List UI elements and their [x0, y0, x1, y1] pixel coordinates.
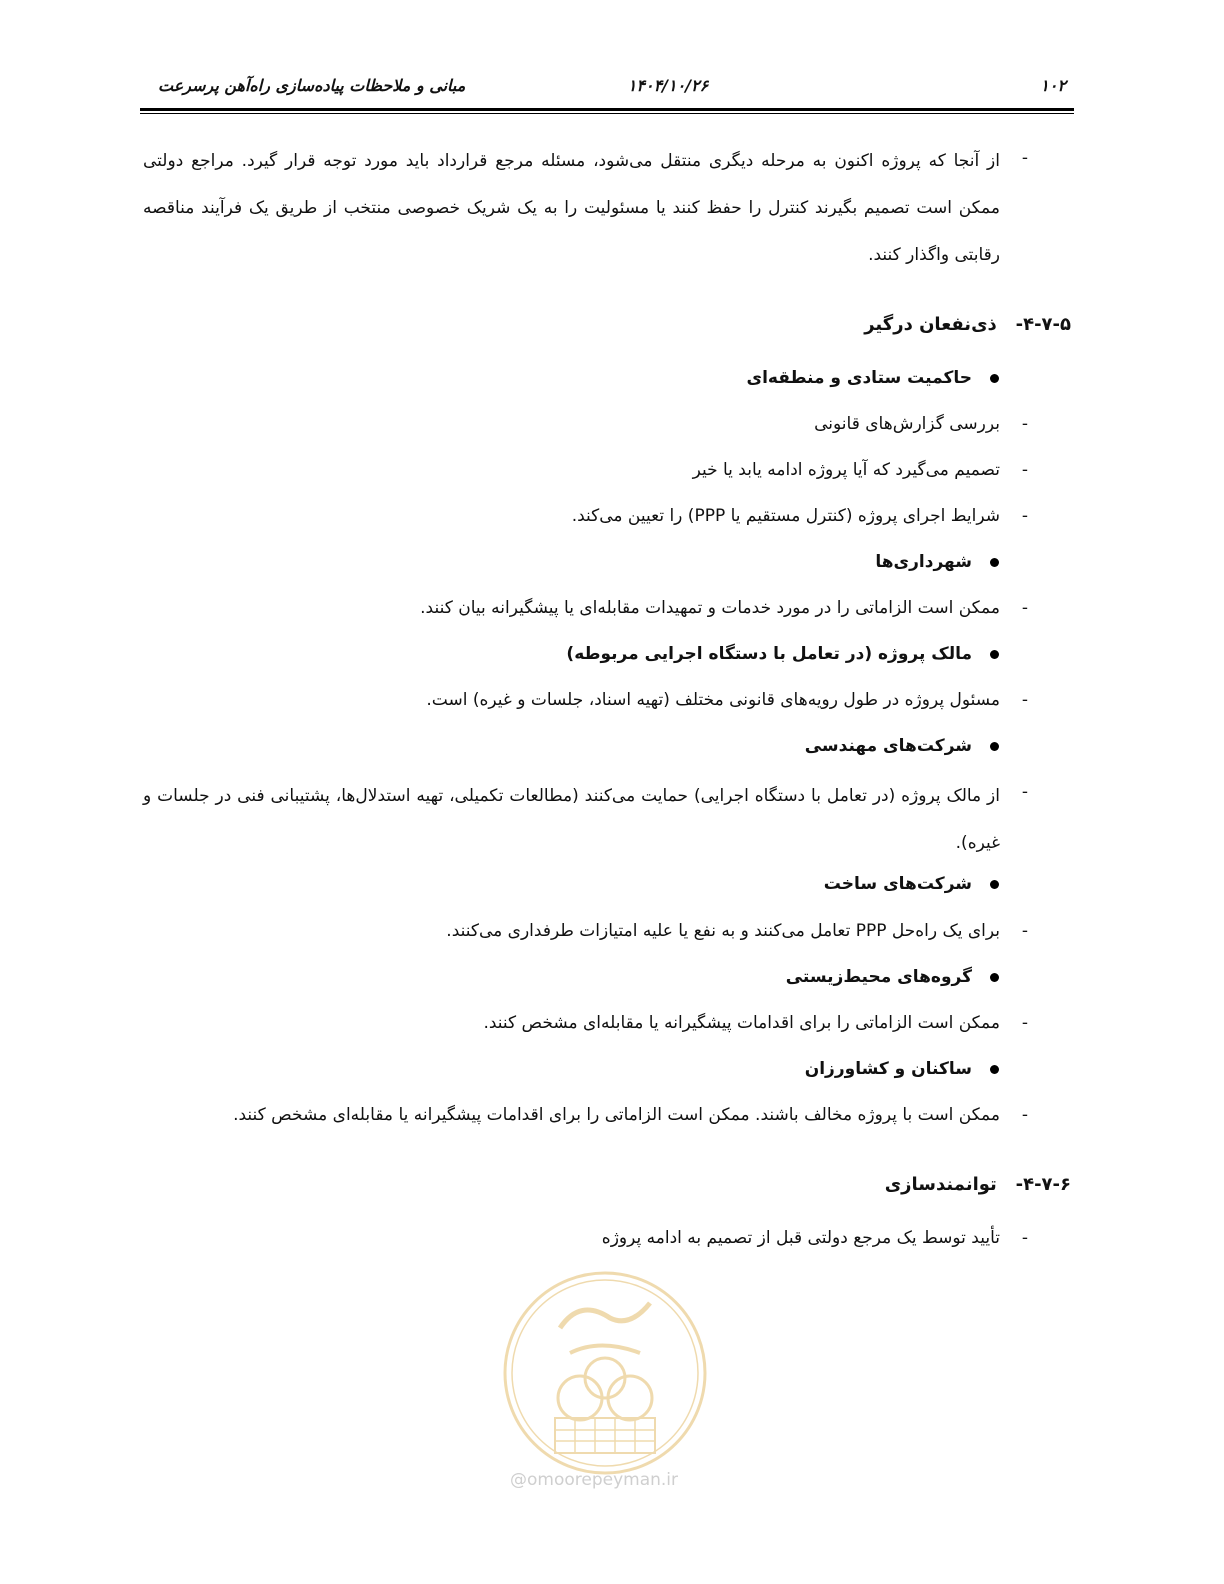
list-item: تصمیم می‌گیرد که آیا پروژه ادامه یابد یا خیر	[692, 460, 1000, 480]
stakeholder-bullet: ساکنان و کشاورزان	[805, 1059, 999, 1079]
header-rule-thick	[140, 108, 1074, 111]
bullet-dot-icon	[990, 742, 999, 751]
bullet-dot-icon	[990, 880, 999, 889]
header-date: ۱۴۰۴/۱۰/۲۶	[627, 76, 709, 95]
bullet-dot-icon	[990, 374, 999, 383]
stakeholder-bullet: مالک پروژه (در تعامل با دستگاه اجرایی مربوطه)	[566, 644, 999, 664]
section-number: ۴-۷-۵-	[1015, 314, 1071, 335]
page-header	[158, 76, 1066, 102]
stakeholder-bullet: گروه‌های محیط‌زیستی	[786, 967, 999, 987]
stakeholder-bullet: شرکت‌های مهندسی	[805, 736, 999, 756]
list-item: برای یک راه‌حل PPP تعامل می‌کنند و به نفع یا علیه امتیازات طرفداری می‌کنند.	[446, 921, 1000, 941]
list-dash: -	[1021, 1228, 1028, 1248]
stakeholder-bullet: شرکت‌های ساخت	[824, 874, 999, 894]
list-item: تأیید توسط یک مرجع دولتی قبل از تصمیم به ادامه پروژه	[601, 1228, 1000, 1248]
section-title: توانمندسازی	[884, 1174, 997, 1195]
watermark-site: @omoorepeyman.ir	[510, 1470, 679, 1490]
list-dash: -	[1021, 921, 1028, 941]
header-rule-thin	[140, 113, 1074, 114]
list-dash: -	[1021, 506, 1028, 526]
list-dash: -	[1021, 690, 1028, 710]
section-number: ۴-۷-۶-	[1015, 1174, 1071, 1195]
list-dash: -	[1021, 1105, 1028, 1125]
list-dash: -	[1021, 414, 1028, 434]
list-dash: -	[1021, 460, 1028, 480]
list-dash: -	[1021, 598, 1028, 618]
list-item: ممکن است الزاماتی را در مورد خدمات و تمهیدات مقابله‌ای یا پیشگیرانه بیان کنند.	[420, 598, 1000, 618]
list-dash: -	[1021, 1013, 1028, 1033]
watermark-logo	[500, 1268, 710, 1498]
bullet-dot-icon	[990, 650, 999, 659]
section-heading-stakeholders	[864, 314, 1071, 335]
bullet-dot-icon	[990, 1065, 999, 1074]
list-item: ممکن است با پروژه مخالف باشند. ممکن است الزاماتی را برای اقدامات پیشگیرانه یا مقابله‌ای مشخص کنند.	[233, 1105, 1000, 1125]
header-title: مبانی و ملاحظات پیاده‌سازی راه‌آهن پرسرعت	[158, 76, 466, 95]
list-dash: -	[1021, 782, 1028, 802]
intro-paragraph: از آنجا که پروژه اکنون به مرحله دیگری منتقل می‌شود، مسئله مرجع قرارداد باید مورد توجه قرار گیرد. مراجع دولتی ممکن است تصمیم بگیرند کنترل را حفظ کنند یا مسئولیت را به یک شریک خصوصی منتخب از طریق یک فرآیند مناقصه رقابتی واگذار کنند.	[143, 151, 1000, 265]
section-title: ذی‌نفعان درگیر	[864, 314, 997, 335]
bullet-dot-icon	[990, 558, 999, 567]
bullet-dot-icon	[990, 973, 999, 982]
stakeholder-bullet: شهرداری‌ها	[875, 552, 999, 572]
list-item: مسئول پروژه در طول رویه‌های قانونی مختلف (تهیه اسناد، جلسات و غیره) است.	[426, 690, 1000, 710]
list-dash: -	[1021, 148, 1028, 168]
list-item: بررسی گزارش‌های قانونی	[814, 414, 1000, 434]
list-item: شرایط اجرای پروژه (کنترل مستقیم یا PPP) را تعیین می‌کند.	[571, 506, 1000, 526]
stakeholder-bullet: حاکمیت ستادی و منطقه‌ای	[747, 368, 1000, 388]
list-item: از مالک پروژه (در تعامل با دستگاه اجرایی) حمایت می‌کنند (مطالعات تکمیلی، تهیه استدلال‌ها، پشتیبانی فنی در جلسات و غیره).	[143, 786, 1000, 853]
at-icon: @	[510, 1470, 527, 1490]
list-item: ممکن است الزاماتی را برای اقدامات پیشگیرانه یا مقابله‌ای مشخص کنند.	[483, 1013, 1000, 1033]
section-heading-empowerment	[885, 1174, 1071, 1195]
page-number: ۱۰۲	[1040, 76, 1066, 95]
